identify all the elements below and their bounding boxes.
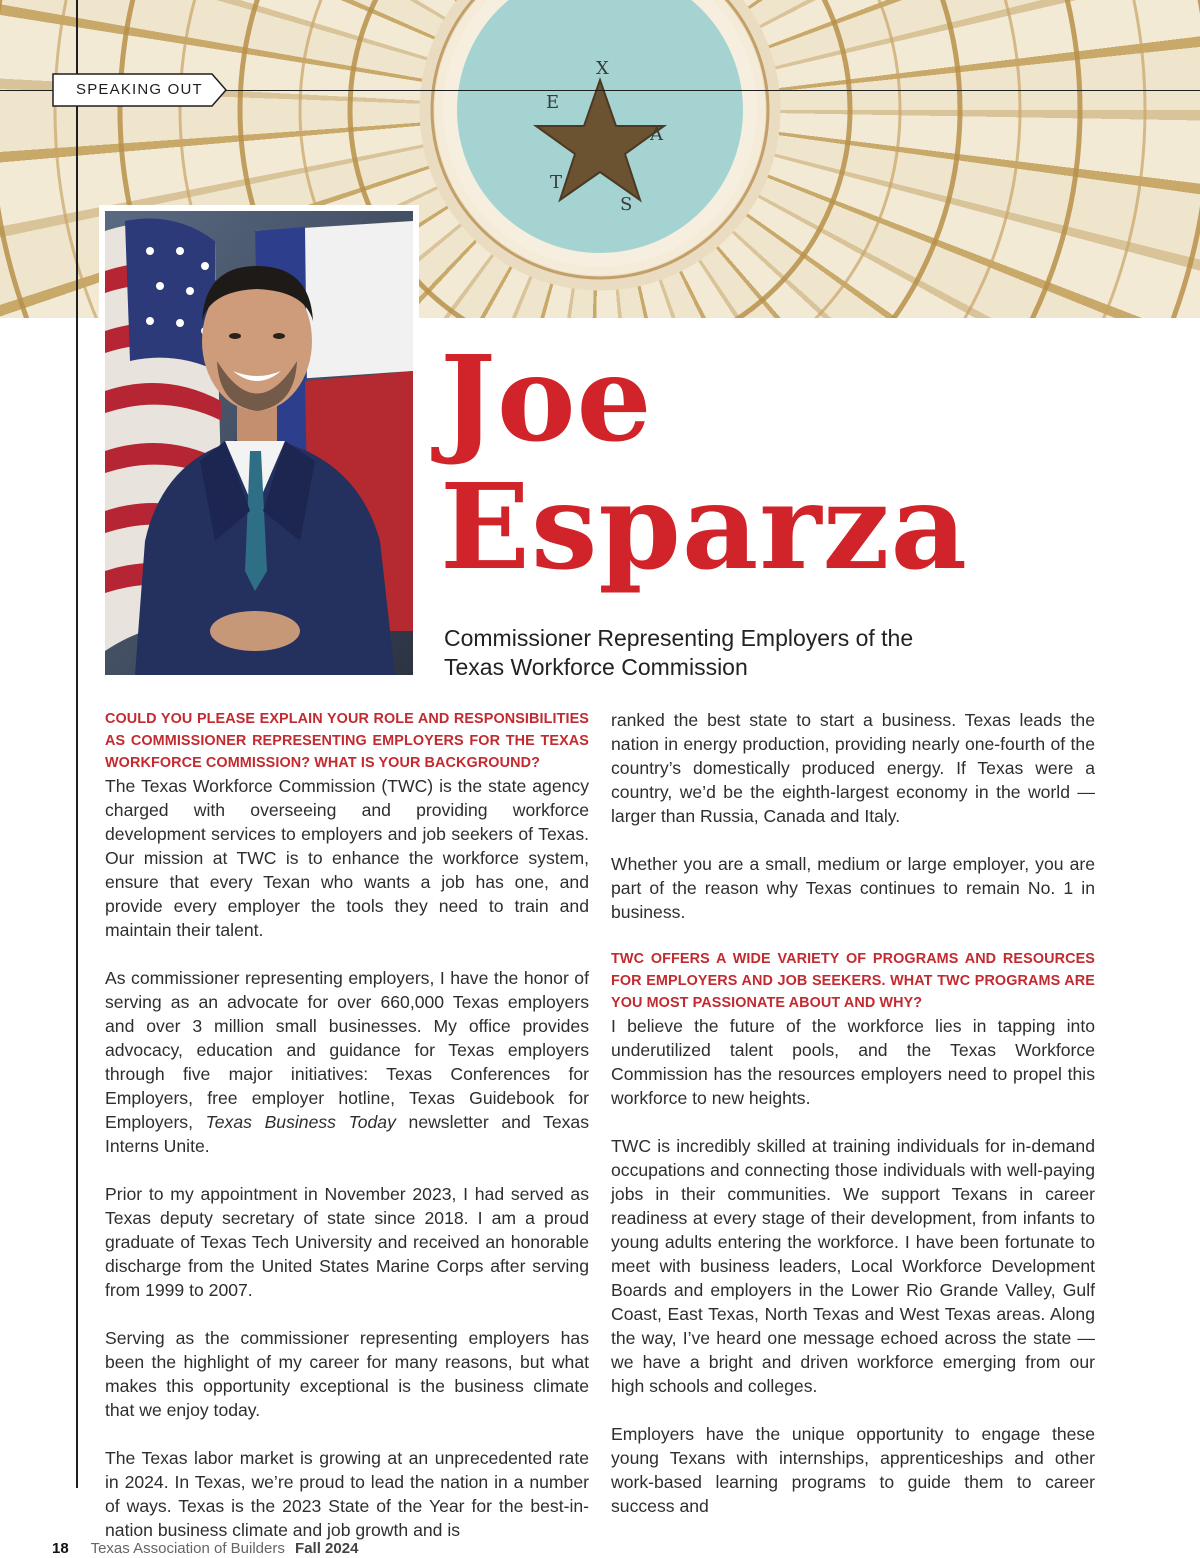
- dome-letter-x: X: [596, 60, 609, 79]
- dome-letter-a: A: [650, 124, 663, 145]
- portrait-photo: [105, 211, 413, 675]
- section-tag-label: SPEAKING OUT: [76, 81, 203, 98]
- page-footer: [52, 1540, 358, 1557]
- name-last: Esparza: [440, 457, 968, 596]
- article-subtitle: [444, 624, 1064, 682]
- paragraph: Whether you are a small, medium or large employer, you are part of the reason why Texas continues to remain No. 1 in business.: [611, 854, 1095, 922]
- page-number: 18: [52, 1540, 69, 1557]
- question-heading: TWC OFFERS A WIDE VARIETY OF PROGRAMS AND RESOURCES FOR EMPLOYERS AND JOB SEEKERS. WHAT TWC PROGRAMS ARE YOU MOST PASSIONATE ABOUT AND WHY?: [611, 951, 1095, 1011]
- name-first: Joe: [440, 329, 653, 468]
- dome-letter-s: S: [620, 194, 633, 215]
- section-tag: [52, 73, 228, 107]
- question-heading: COULD YOU PLEASE EXPLAIN YOUR ROLE AND RESPONSIBILITIES AS COMMISSIONER REPRESENTING EMPLOYERS FOR THE TEXAS WORKFORCE COMMISSION? WHAT IS YOUR BACKGROUND?: [105, 711, 589, 771]
- paragraph: TWC is incredibly skilled at training individuals for in-demand occupations and connecting those individuals with well-paying jobs in their communities. We support Texans in career readiness at every stage of their development, from infants to young adults entering the workforce. I have been fortunate to meet with business leaders, Local Workforce Development Boards and employers in the Lower Rio Grande Valley, Gulf Coast, East Texas, North Texas and West Texas areas. Along the way, I’ve heard one message echoed across the state — we have a bright and driven workforce emerging from our high schools and colleges.: [611, 1136, 1095, 1396]
- paragraph: Prior to my appointment in November 2023, I had served as Texas deputy secretary of state since 2018. I am a proud graduate of Texas Tech University and received an honorable discharge from the United States Marine Corps after serving from 1999 to 2007.: [105, 1184, 589, 1300]
- portrait-illustration: [105, 211, 413, 675]
- paragraph: Serving as the commissioner representing employers has been the highlight of my career for many reasons, but what makes this opportunity exceptional is the business climate that we enjoy today.: [105, 1328, 589, 1420]
- paragraph: The Texas labor market is growing at an unprecedented rate in 2024. In Texas, we’re proud to lead the nation in a number of ways. Texas is the 2023 State of the Year for the best-in-nation business climate and job growth and is: [105, 1448, 589, 1540]
- portrait-frame: [99, 205, 419, 681]
- dome-letter-t: T: [550, 172, 563, 193]
- paragraph: [105, 966, 589, 1158]
- issue-label: Fall 2024: [295, 1540, 359, 1557]
- left-column: [105, 708, 589, 1558]
- subtitle-line-2: Texas Workforce Commission: [444, 654, 748, 680]
- article-name: [440, 329, 968, 596]
- dome-letter-e: E: [546, 92, 560, 113]
- paragraph: I believe the future of the workforce lies in tapping into underutilized talent pools, and the Texas Workforce Commission has the resources employers need to propel this workforce to new heights.: [611, 1016, 1095, 1108]
- paragraph: The Texas Workforce Commission (TWC) is the state agency charged with overseeing and providing workforce development services to employers and job seekers of Texas. Our mission at TWC is to enhance the workforce system, ensure that every Texan who wants a job has one, and provide every employer the tools they need to train and maintain their talent.: [105, 776, 589, 940]
- newsletter-title: Texas Business Today: [205, 1112, 396, 1132]
- subtitle-line-1: Commissioner Representing Employers of the: [444, 625, 914, 651]
- paragraph-text: As commissioner representing employers, I have the honor of serving as an advocate for over 660,000 Texas employers and over 3 million small businesses. My office provides advocacy, education and guidance for Texas employers through five major initiatives: Texas Conferences for Employers, free employer hotline, Texas Guidebook for Employers,: [105, 968, 589, 1132]
- paragraph-text: newsletter and Texas Interns Unite.: [105, 1112, 589, 1156]
- vertical-rule: [76, 0, 78, 1488]
- publication-name: Texas Association of Builders: [90, 1540, 285, 1557]
- paragraph: Employers have the unique opportunity to engage these young Texans with internships, apprenticeships and other work-based learning programs to guide them to career success and: [611, 1424, 1095, 1516]
- texas-star-icon: [510, 60, 690, 220]
- paragraph: ranked the best state to start a business. Texas leads the nation in energy production, providing nearly one-fourth of the country’s domestically produced energy. If Texas were a country, we’d be the eighth-largest economy in the world — larger than Russia, Canada and Italy.: [611, 710, 1095, 826]
- right-column: [611, 708, 1095, 1542]
